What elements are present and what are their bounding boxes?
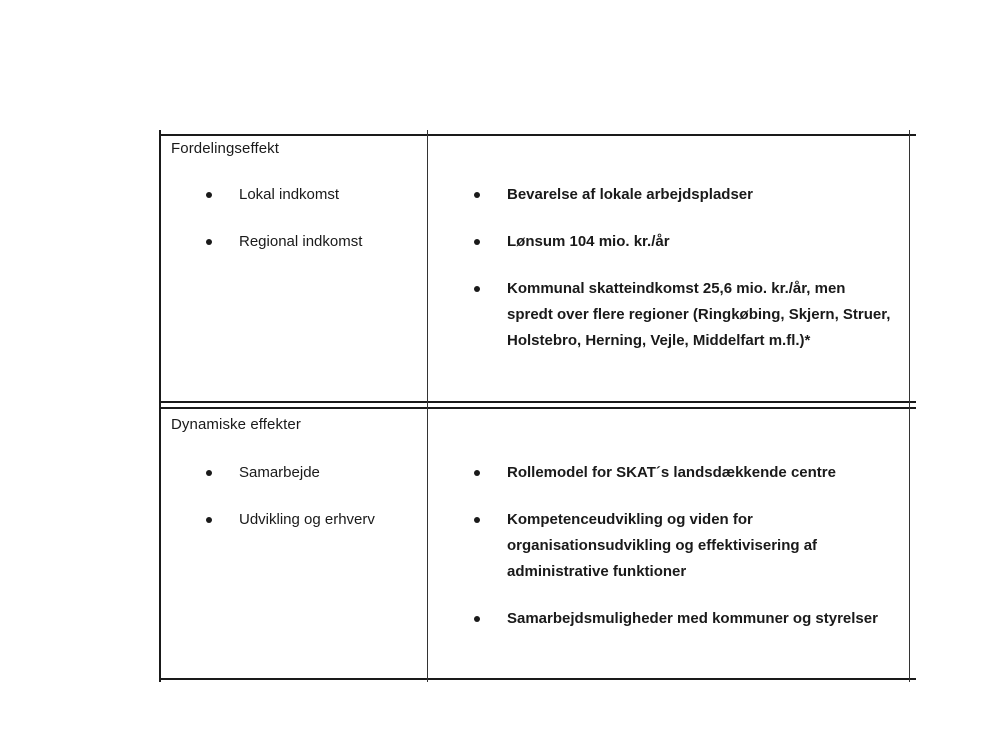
table-border-top [159,134,916,136]
list-item: Regional indkomst [206,229,416,255]
column-divider [427,130,428,682]
bullet-icon [474,239,480,245]
bullet-icon [474,470,480,476]
table-border-left [159,130,161,682]
row-heading-fordelingseffekt: Fordelingseffekt [171,140,280,157]
list-item: Samarbejdsmuligheder med kommuner og styrelser [474,606,894,632]
list-item: Kompetenceudvikling og viden for organisationsudvikling og effektivisering af administrative funktioner [474,507,894,585]
left-bullet-list-row1 [206,182,416,276]
list-item: Lønsum 104 mio. kr./år [474,229,894,255]
bullet-icon [474,286,480,292]
row-divider [159,401,916,403]
bullet-icon [474,192,480,198]
table-border-right [909,130,910,682]
list-item: Kommunal skatteindkomst 25,6 mio. kr./år, men spredt over flere regioner (Ringkøbing, Skjern, Struer, Holstebro, Herning, Vejle, Middelfart m.fl.)* [474,276,894,354]
bullet-icon [474,616,480,622]
row-heading-dynamiske-effekter: Dynamiske effekter [171,416,301,433]
list-item: Lokal indkomst [206,182,416,208]
bullet-icon [206,239,212,245]
list-item: Samarbejde [206,460,416,486]
right-bullet-list-row1 [474,182,894,375]
bullet-icon [206,192,212,198]
list-item: Bevarelse af lokale arbejdspladser [474,182,894,208]
bullet-icon [206,470,212,476]
right-bullet-list-row2 [474,460,894,653]
list-item: Udvikling og erhverv [206,507,416,533]
list-item: Rollemodel for SKAT´s landsdækkende centre [474,460,894,486]
left-bullet-list-row2 [206,460,416,554]
table-border-bottom [159,678,916,680]
bullet-icon [206,517,212,523]
bullet-icon [474,517,480,523]
row-divider-second [159,407,916,409]
